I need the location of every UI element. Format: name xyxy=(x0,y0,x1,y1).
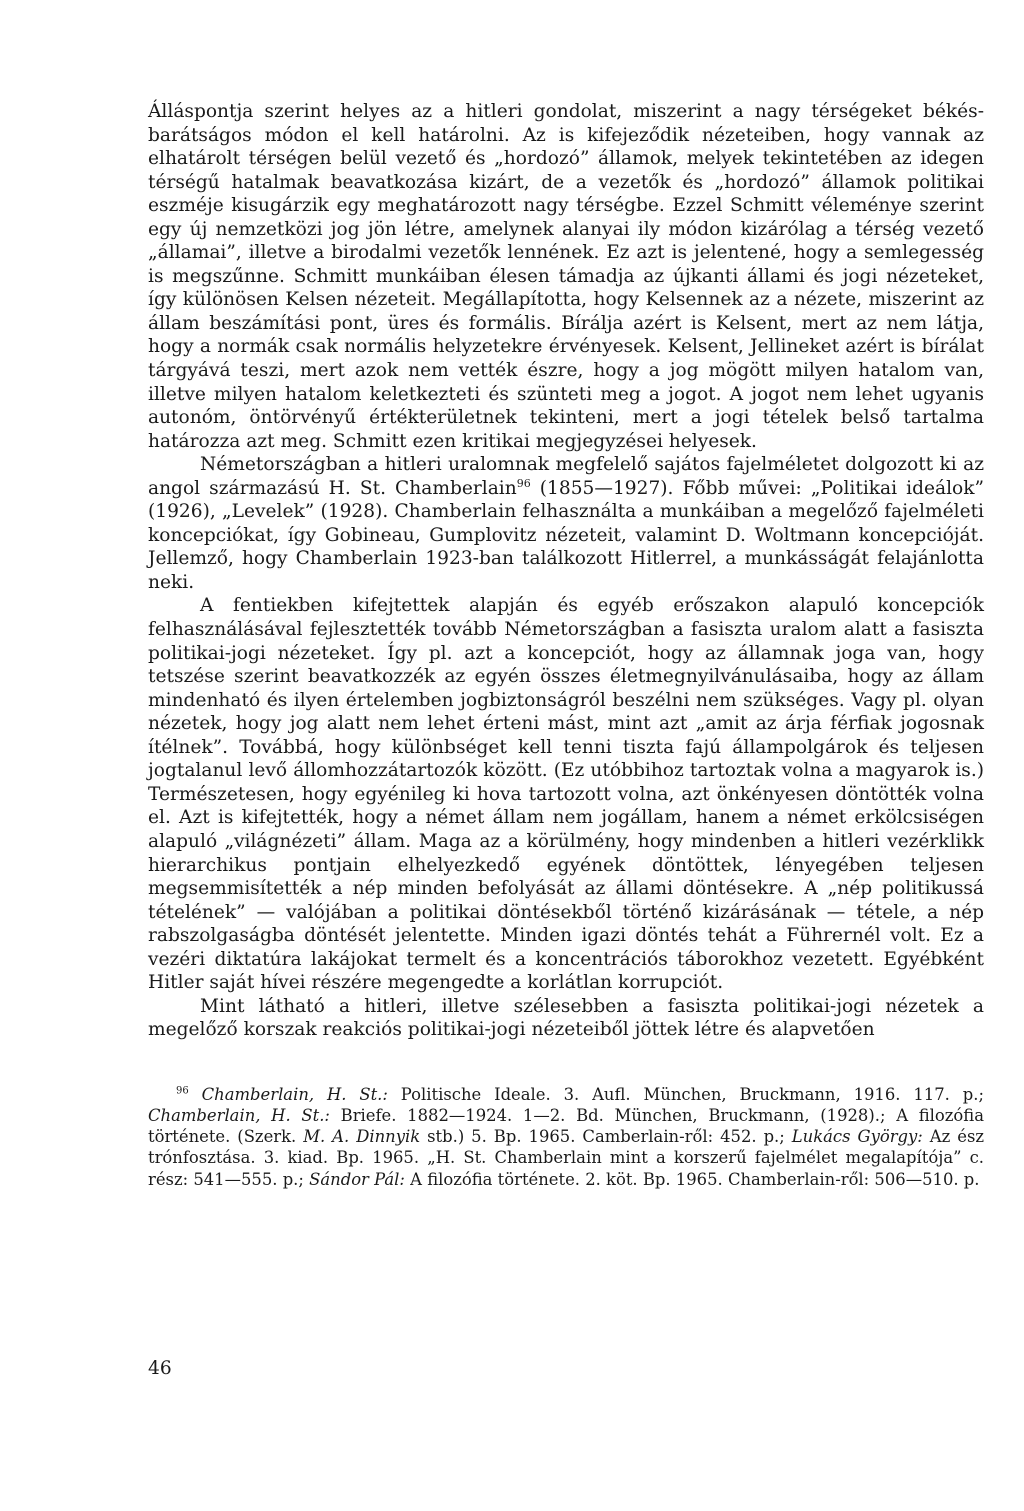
footnote-mark: 96 xyxy=(176,1085,189,1097)
footnote-author-4: Lukács György: xyxy=(791,1127,923,1147)
footnote-text-4: Az ész trónfosztása. 3. kiad. Bp. 1965. „H. St. Chamberlain mint a korszerű fajelmélet megalapítója” c. rész: 541—555. p.; xyxy=(148,1127,984,1189)
footnote-author-2: Chamberlain, H. St.: xyxy=(148,1106,330,1126)
footnote-text-2: Briefe. 1882—1924. 1—2. Bd. München, Bruckmann, (1928).; A filozófia története. (Szerk. xyxy=(148,1106,985,1147)
footnote-text-5: A filozófia története. 2. köt. Bp. 1965. Chamberlain-ről: 506—510. p. xyxy=(404,1169,980,1189)
footnote-text-3: stb.) 5. Bp. 1965. Camberlain-ről: 452. p.; xyxy=(420,1127,792,1147)
footnote-author-1: Chamberlain, H. St.: xyxy=(201,1084,388,1104)
paragraph-1: Álláspontja szerint helyes az a hitleri gondolat, miszerint a nagy térségeket békés-barátságos módon el kell határolni. Az is kifejeződik nézeteiben, hogy vannak az elhatárolt térségen belül vezető és „hordozó” államok, melyek tekintetében az idegen térségű hatalmak beavatkozása kizárt, de a vezetők és „hordozó” államok politikai eszméje kisugárzik egy meghatározott nagy térségbe. Ezzel Schmitt véleménye szerint egy új nemzetközi jog jön létre, amelynek alanyai ily módon kizárólag a térség vezető „államai”, illetve a birodalmi vezetők lennének. Ez azt is jelentené, hogy a semlegesség is megszűnne. Schmitt munkáiban élesen támadja az újkanti állami és jogi nézeteket, így különösen Kelsen nézeteit. Megállapította, hogy Kelsennek az a nézete, miszerint az állam beszámítási pont, üres és formális. Bírálja azért is Kelsent, mert az nem látja, hogy a normák csak normális helyzetekre érvényesek. Kelsent, Jellineket azért is bírálat tárgyává teszi, mert azok nem vették észre, hogy a jog mögött milyen hatalom van, illetve milyen hatalom keletkezteti és szünteti meg a jogot. A jogot nem lehet ugyanis autonóm, öntörvényű értékterületnek tekinteni, mert a jogi tételek belső tartalma határozza azt meg. Schmitt ezen kritikai megjegyzései helyesek. xyxy=(148,101,984,452)
page-body xyxy=(148,100,984,1190)
footnote-author-5: Sándor Pál: xyxy=(309,1169,405,1189)
paragraph-3: A fentiekben kifejtettek alapján és egyéb erőszakon alapuló koncepciók felhasználásával fejlesztették tovább Németországban a fasiszta uralom alatt a fasiszta politikai-jogi nézeteket. Így pl. azt a koncepciót, hogy az államnak joga van, hogy tetszése szerint beavatkozzék az egyén összes életmegnyilvánulásaiba, hogy az állam mindenható és ilyen értelemben jogbiztonságról beszélni nem szükséges. Vagy pl. olyan nézetek, hogy jog alatt nem lehet érteni mást, mint azt „amit az árja férfiak jogosnak ítélnek”. Továbbá, hogy különbséget kell tenni tiszta fajú állampolgárok és teljesen jogtalanul levő állomhozzátartozók között. (Ez utóbbihoz tartoztak volna a magyarok is.) Természetesen, hogy egyénileg ki hova tartozott volna, azt önkényesen döntötték volna el. Azt is kifejtették, hogy a német állam nem jogállam, hanem a német erkölcsiségen alapuló „világnézeti” állam. Maga az a körülmény, hogy mindenben a hitleri vezérklikk hierarchikus pontjain elhelyezkedő egyének döntöttek, lényegében teljesen megsemmisítették a nép minden befolyását az állami döntésekre. A „nép politikussá tételének” — valójában a politikai döntésekből történő kizárásának — tétele, a nép rabszolgaságba döntését jelentette. Minden igazi döntés tehát a Führernél volt. Ez a vezéri diktatúra lakájokat termelt és a koncentrációs táborokhoz vezetett. Egyébként Hitler saját hívei részére megengedte a korlátlan korrupciót. xyxy=(148,595,984,994)
page-number: 46 xyxy=(148,1358,172,1379)
footnote-reference-96: 96 xyxy=(516,476,531,490)
footnote-text-1: Politische Ideale. 3. Aufl. München, Bruckmann, 1916. 117. p.; xyxy=(387,1084,984,1104)
footnotes xyxy=(148,1084,984,1190)
paragraph-2 xyxy=(148,453,984,594)
paragraph-2-text-after: (1855—1927). Főbb művei: „Politikai ideálok” (1926), „Levelek” (1928). Chamberlain felhasználta a munkáiban a megelőző fajelméleti koncepciókat, így Gobineau, Gumplovitz nézeteit, valamint D. Woltmann koncepcióját. Jellemző, hogy Chamberlain 1923-ban találkozott Hitlerrel, a munkásságát felajánlotta neki. xyxy=(148,477,984,593)
paragraph-4: Mint látható a hitleri, illetve szélesebben a fasiszta politikai-jogi nézetek a megelőző korszak reakciós politikai-jogi nézeteiből jöttek létre és alapvetően xyxy=(148,995,984,1041)
footnote-96 xyxy=(148,1084,984,1190)
paragraph-2-text-before: Németországban a hitleri uralomnak megfelelő sajátos fajelméletet dolgozott ki az angol származású H. St. Chamberlain xyxy=(148,454,984,499)
footnote-author-3: M. A. Dinnyik xyxy=(303,1127,421,1147)
